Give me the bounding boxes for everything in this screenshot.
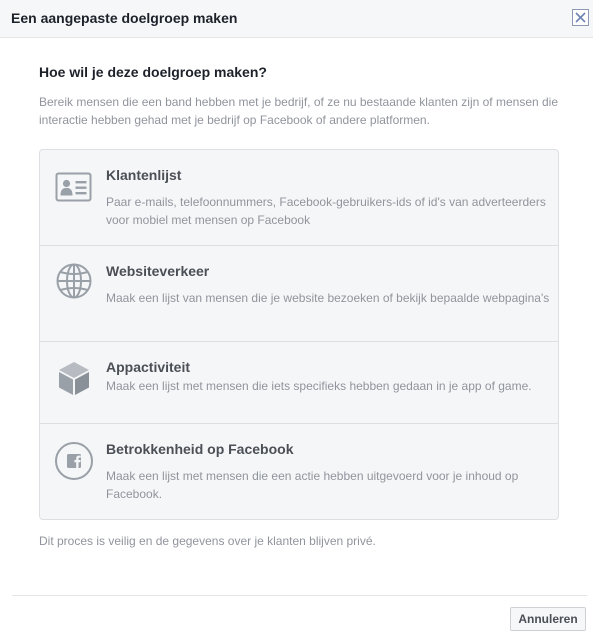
question-heading: Hoe wil je deze doelgroep maken? <box>39 64 267 80</box>
privacy-note: Dit proces is veilig en de gegevens over je klanten blijven privé. <box>39 534 376 548</box>
cube-icon <box>54 358 94 398</box>
option-customer-list[interactable] <box>40 150 558 246</box>
dialog-title: Een aangepaste doelgroep maken <box>11 10 238 26</box>
close-button[interactable] <box>572 9 589 26</box>
option-title: Klantenlijst <box>106 167 182 183</box>
option-description: Maak een lijst met mensen die iets specifieks hebben gedaan in je app of game. <box>106 379 532 393</box>
option-description: Maak een lijst met mensen die een actie hebben uitgevoerd voor je inhoud op Facebook. <box>106 469 519 501</box>
cancel-button[interactable]: Annuleren <box>510 607 586 631</box>
option-title: Websiteverkeer <box>106 263 210 279</box>
intro-text: Bereik mensen die een band hebben met je bedrijf, of ze nu bestaande klanten zijn of mensen die interactie hebben gehad met je bedrijf op Facebook of andere platformen. <box>39 95 559 127</box>
option-app-activity[interactable] <box>40 342 558 424</box>
option-facebook-engagement[interactable] <box>40 424 558 520</box>
globe-icon <box>54 261 94 301</box>
option-description: Maak een lijst van mensen die je website bezoeken of bekijk bepaalde webpagina's <box>106 291 550 305</box>
close-icon <box>573 10 588 25</box>
facebook-icon <box>54 441 94 481</box>
option-title: Appactiviteit <box>106 359 191 375</box>
contact-card-icon <box>54 168 94 208</box>
option-description: Paar e-mails, telefoonnummers, Facebook-gebruikers-ids of id's van adverteerders voor mobiel met mensen op Facebook <box>106 195 546 227</box>
footer-divider <box>12 595 587 596</box>
option-title: Betrokkenheid op Facebook <box>106 441 294 457</box>
audience-options <box>39 149 559 520</box>
option-website-traffic[interactable] <box>40 246 558 342</box>
dialog-header <box>0 0 593 38</box>
